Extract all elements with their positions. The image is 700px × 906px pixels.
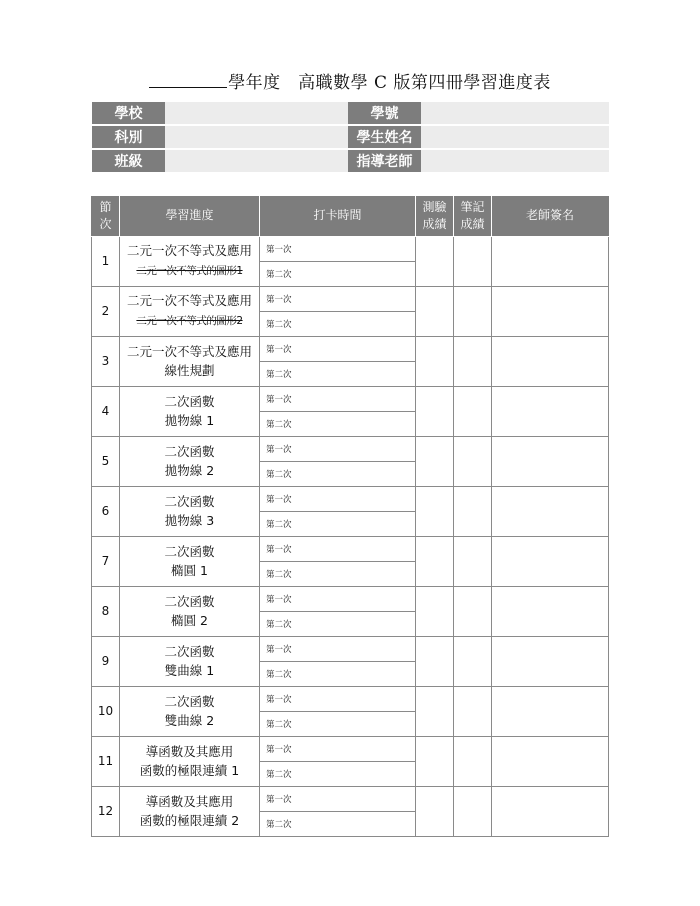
teacher-field[interactable] xyxy=(421,150,609,172)
dept-field[interactable] xyxy=(165,126,345,148)
section-number: 5 xyxy=(92,436,120,486)
signature-cell[interactable] xyxy=(492,336,609,386)
notes-score-cell[interactable] xyxy=(454,636,492,686)
topic-cell xyxy=(120,786,260,836)
topic-cell xyxy=(120,286,260,336)
topic-cell xyxy=(120,436,260,486)
notes-score-cell[interactable] xyxy=(454,336,492,386)
topic-cell xyxy=(120,236,260,286)
notes-score-cell[interactable] xyxy=(454,386,492,436)
topic-lesson: 二元一次不等式的圖形1 xyxy=(136,265,243,277)
topic-cell xyxy=(120,636,260,686)
section-number: 10 xyxy=(92,686,120,736)
section-number: 6 xyxy=(92,486,120,536)
year-blank[interactable] xyxy=(149,73,227,88)
topic-chapter: 二元一次不等式及應用 xyxy=(126,293,252,308)
signature-cell[interactable] xyxy=(492,386,609,436)
topic-chapter: 二元一次不等式及應用 xyxy=(126,243,252,258)
school-label: 學校 xyxy=(92,102,165,124)
topic-cell xyxy=(120,686,260,736)
topic-chapter: 二元一次不等式及應用 xyxy=(126,344,252,359)
signature-cell[interactable] xyxy=(492,586,609,636)
notes-score-cell[interactable] xyxy=(454,536,492,586)
topic-cell xyxy=(120,336,260,386)
signature-cell[interactable] xyxy=(492,636,609,686)
topic-chapter: 二次函數 xyxy=(164,694,215,709)
table-row xyxy=(92,386,609,411)
clock-second[interactable]: 第二次 xyxy=(260,761,416,786)
topic-lesson: 線性規劃 xyxy=(164,363,215,378)
notes-score-cell[interactable] xyxy=(454,686,492,736)
topic-chapter: 二次函數 xyxy=(164,494,215,509)
clock-first[interactable]: 第一次 xyxy=(260,386,416,411)
topic-lesson: 拋物線 3 xyxy=(164,513,215,528)
clock-second[interactable]: 第二次 xyxy=(260,461,416,486)
section-number: 2 xyxy=(92,286,120,336)
quiz-score-cell[interactable] xyxy=(416,386,454,436)
notes-score-cell[interactable] xyxy=(454,236,492,286)
table-row xyxy=(92,486,609,511)
table-row xyxy=(92,436,609,461)
clock-first[interactable]: 第一次 xyxy=(260,736,416,761)
topic-lesson: 雙曲線 1 xyxy=(164,663,215,678)
quiz-score-cell[interactable] xyxy=(416,486,454,536)
quiz-score-cell[interactable] xyxy=(416,286,454,336)
topic-lesson: 拋物線 1 xyxy=(164,413,215,428)
table-row xyxy=(92,736,609,761)
student-no-label: 學號 xyxy=(348,102,421,124)
student-info-table xyxy=(92,100,609,174)
notes-score-cell[interactable] xyxy=(454,586,492,636)
quiz-score-cell[interactable] xyxy=(416,736,454,786)
signature-cell[interactable] xyxy=(492,486,609,536)
quiz-score-cell[interactable] xyxy=(416,336,454,386)
header-signature: 老師簽名 xyxy=(492,196,609,236)
notes-score-cell[interactable] xyxy=(454,286,492,336)
section-number: 9 xyxy=(92,636,120,686)
topic-lesson: 橢圓 1 xyxy=(171,563,208,578)
topic-chapter: 導函數及其應用 xyxy=(145,794,234,809)
header-quiz: 測驗 成績 xyxy=(416,196,454,236)
clock-second[interactable]: 第二次 xyxy=(260,611,416,636)
header-section: 節 次 xyxy=(92,196,120,236)
section-number: 4 xyxy=(92,386,120,436)
table-row xyxy=(92,786,609,811)
header-progress: 學習進度 xyxy=(120,196,260,236)
topic-lesson: 雙曲線 2 xyxy=(164,713,215,728)
table-row xyxy=(92,286,609,311)
signature-cell[interactable] xyxy=(492,786,609,836)
signature-cell[interactable] xyxy=(492,686,609,736)
page-title xyxy=(0,68,700,93)
title-text: 學年度 高職數學 C 版第四冊學習進度表 xyxy=(228,73,551,93)
table-row xyxy=(92,586,609,611)
clock-first[interactable]: 第一次 xyxy=(260,436,416,461)
table-row xyxy=(92,686,609,711)
quiz-score-cell[interactable] xyxy=(416,586,454,636)
topic-cell xyxy=(120,386,260,436)
clock-first[interactable]: 第一次 xyxy=(260,536,416,561)
topic-cell xyxy=(120,486,260,536)
table-row xyxy=(92,336,609,361)
topic-cell xyxy=(120,736,260,786)
topic-chapter: 二次函數 xyxy=(164,544,215,559)
class-label: 班級 xyxy=(92,150,165,172)
quiz-score-cell[interactable] xyxy=(416,436,454,486)
clock-second[interactable]: 第二次 xyxy=(260,711,416,736)
section-number: 7 xyxy=(92,536,120,586)
section-number: 8 xyxy=(92,586,120,636)
student-no-field[interactable] xyxy=(421,102,609,124)
signature-cell[interactable] xyxy=(492,736,609,786)
class-field[interactable] xyxy=(165,150,345,172)
header-notes: 筆記 成績 xyxy=(454,196,492,236)
topic-chapter: 二次函數 xyxy=(164,444,215,459)
topic-cell xyxy=(120,536,260,586)
section-number: 1 xyxy=(92,236,120,286)
clock-first[interactable]: 第一次 xyxy=(260,486,416,511)
clock-second[interactable]: 第二次 xyxy=(260,811,416,836)
quiz-score-cell[interactable] xyxy=(416,536,454,586)
topic-lesson: 橢圓 2 xyxy=(171,613,208,628)
clock-first[interactable]: 第一次 xyxy=(260,586,416,611)
clock-first[interactable]: 第一次 xyxy=(260,636,416,661)
table-row xyxy=(92,636,609,661)
clock-first[interactable]: 第一次 xyxy=(260,236,416,261)
signature-cell[interactable] xyxy=(492,286,609,336)
school-field[interactable] xyxy=(165,102,345,124)
signature-cell[interactable] xyxy=(492,436,609,486)
topic-chapter: 二次函數 xyxy=(164,394,215,409)
section-number: 3 xyxy=(92,336,120,386)
clock-second[interactable]: 第二次 xyxy=(260,561,416,586)
quiz-score-cell[interactable] xyxy=(416,236,454,286)
quiz-score-cell[interactable] xyxy=(416,686,454,736)
clock-first[interactable]: 第一次 xyxy=(260,686,416,711)
notes-score-cell[interactable] xyxy=(454,486,492,536)
header-clock: 打卡時間 xyxy=(260,196,416,236)
signature-cell[interactable] xyxy=(492,536,609,586)
topic-lesson: 函數的極限連續 1 xyxy=(139,763,240,778)
quiz-score-cell[interactable] xyxy=(416,636,454,686)
dept-label: 科別 xyxy=(92,126,165,148)
clock-first[interactable]: 第一次 xyxy=(260,786,416,811)
clock-second[interactable]: 第二次 xyxy=(260,311,416,336)
topic-cell xyxy=(120,586,260,636)
topic-chapter: 二次函數 xyxy=(164,644,215,659)
table-row xyxy=(92,236,609,261)
student-name-field[interactable] xyxy=(421,126,609,148)
topic-lesson: 二元一次不等式的圖形2 xyxy=(136,315,243,327)
clock-second[interactable]: 第二次 xyxy=(260,411,416,436)
clock-first[interactable]: 第一次 xyxy=(260,336,416,361)
quiz-score-cell[interactable] xyxy=(416,786,454,836)
topic-chapter: 二次函數 xyxy=(164,594,215,609)
clock-second[interactable]: 第二次 xyxy=(260,661,416,686)
notes-score-cell[interactable] xyxy=(454,436,492,486)
teacher-label: 指導老師 xyxy=(348,150,421,172)
section-number: 12 xyxy=(92,786,120,836)
topic-chapter: 導函數及其應用 xyxy=(145,744,234,759)
notes-score-cell[interactable] xyxy=(454,736,492,786)
topic-lesson: 拋物線 2 xyxy=(164,463,215,478)
clock-first[interactable]: 第一次 xyxy=(260,286,416,311)
progress-table xyxy=(91,196,609,837)
clock-second[interactable]: 第二次 xyxy=(260,261,416,286)
student-name-label: 學生姓名 xyxy=(348,126,421,148)
signature-cell[interactable] xyxy=(492,236,609,286)
table-row xyxy=(92,536,609,561)
clock-second[interactable]: 第二次 xyxy=(260,511,416,536)
section-number: 11 xyxy=(92,736,120,786)
notes-score-cell[interactable] xyxy=(454,786,492,836)
topic-lesson: 函數的極限連續 2 xyxy=(139,813,240,828)
clock-second[interactable]: 第二次 xyxy=(260,361,416,386)
